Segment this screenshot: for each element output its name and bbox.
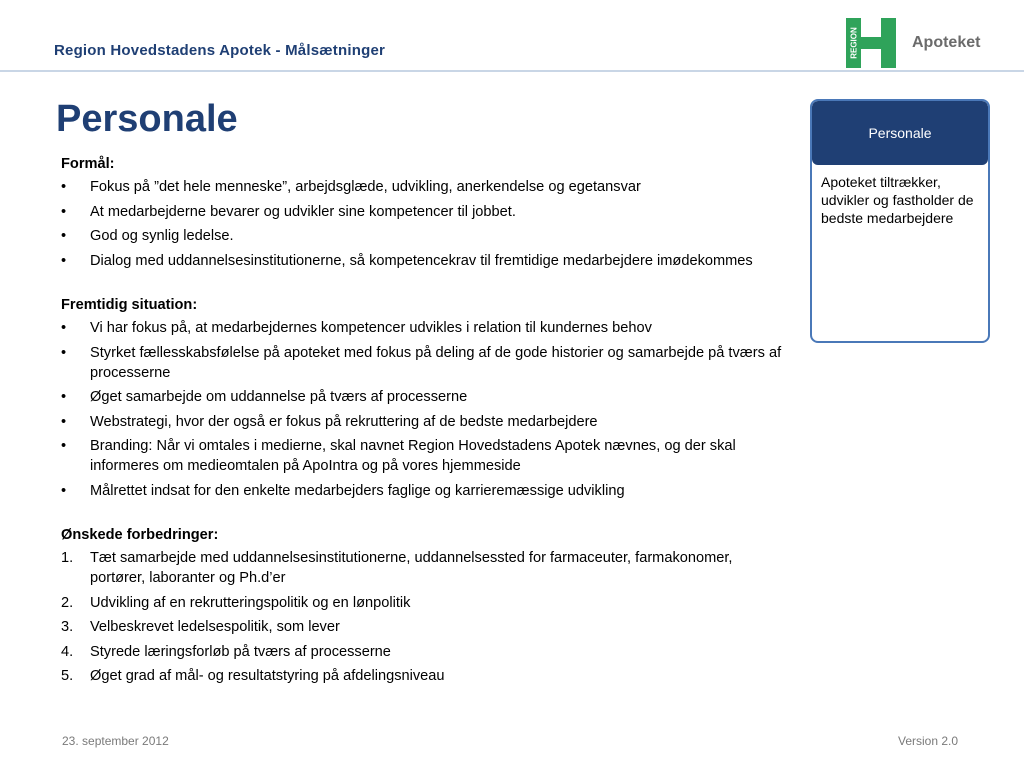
region-h-logo-icon (846, 18, 896, 68)
bullet-marker: • (61, 320, 67, 336)
fremtidig-list (61, 318, 791, 501)
bullet-marker: • (61, 228, 67, 244)
page-title: Personale (56, 98, 238, 140)
bullet-marker: • (61, 203, 67, 220)
bullet-marker: • (61, 344, 67, 361)
list-item: • At medarbejderne bevarer og udvikler sine kompetencer til jobbet. (61, 203, 516, 220)
list-item: 1. Tæt samarbejde med uddannelsesinstitutionerne, uddannelsessted for farmaceuter, farmakonomer, portører, laboranter og Ph.d’er (61, 550, 733, 586)
list-item: 2. Udvikling af en rekrutteringspolitik og en lønpolitik (61, 594, 411, 611)
list-item: • Branding: Når vi omtales i medierne, skal navnet Region Hovedstadens Apotek nævnes, og der skal informeres om medieomtalen på ApoIntra og på vores hjemmeside (61, 438, 736, 474)
forbedringer-list (61, 548, 791, 686)
bullet-marker: • (61, 438, 67, 454)
header-title: Region Hovedstadens Apotek - Målsætninger (54, 42, 386, 59)
footer-date: 23. september 2012 (62, 734, 169, 748)
list-item: 3. Velbeskrevet ledelsespolitik, som lever (61, 619, 340, 635)
bullet-marker: • (61, 413, 67, 430)
list-item: 5. Øget grad af mål- og resultatstyring på afdelingsniveau (61, 668, 445, 684)
formaal-list (61, 177, 791, 271)
list-item: 4. Styrede læringsforløb på tværs af processerne (61, 643, 391, 660)
number-marker: 1. (61, 550, 74, 566)
list-item: • God og synlig ledelse. (61, 228, 234, 244)
list-item: • Styrket fællesskabsfølelse på apoteket med fokus på deling af de gode historier og samarbejde på tværs af processerne (61, 344, 782, 381)
list-item: • Webstrategi, hvor der også er fokus på rekruttering af de bedste medarbejdere (61, 413, 598, 430)
logo-region-text: REGION (849, 27, 859, 59)
bullet-marker: • (61, 389, 67, 405)
list-item: • Fokus på ”det hele menneske”, arbejdsglæde, udvikling, anerkendelse og egetansvar (61, 179, 641, 195)
number-marker: 5. (61, 668, 74, 684)
logo-text: Apoteket (912, 34, 981, 51)
list-item: • Målrettet indsat for den enkelte medarbejders faglige og karrieremæssige udvikling (61, 482, 625, 499)
bullet-marker: • (61, 482, 67, 499)
region-h-apoteket-logo (846, 18, 986, 70)
content-body (61, 154, 791, 691)
bullet-marker: • (61, 179, 67, 195)
footer-version: Version 2.0 (898, 734, 959, 748)
section-heading-formaal: Formål: (61, 156, 115, 172)
list-item: • Dialog med uddannelsesinstitutionerne, så kompetencekrav til fremtidige medarbejdere imødekommes (61, 252, 753, 269)
number-marker: 2. (61, 594, 74, 611)
number-marker: 4. (61, 643, 74, 660)
bullet-marker: • (61, 252, 67, 269)
list-item: • Øget samarbejde om uddannelse på tværs af processerne (61, 389, 468, 405)
section-heading-fremtidig: Fremtidig situation: (61, 297, 198, 313)
number-marker: 3. (61, 619, 74, 635)
side-box-text: Apoteket tiltrækker, udvikler og fastholder de bedste medarbejdere (821, 174, 974, 226)
side-box-title: Personale (812, 101, 988, 165)
header-divider (0, 70, 1024, 72)
personale-summary-box (810, 99, 990, 343)
list-item: • Vi har fokus på, at medarbejdernes kompetencer udvikles i relation til kundernes behov (61, 320, 652, 336)
section-heading-forbedringer: Ønskede forbedringer: (61, 527, 219, 543)
